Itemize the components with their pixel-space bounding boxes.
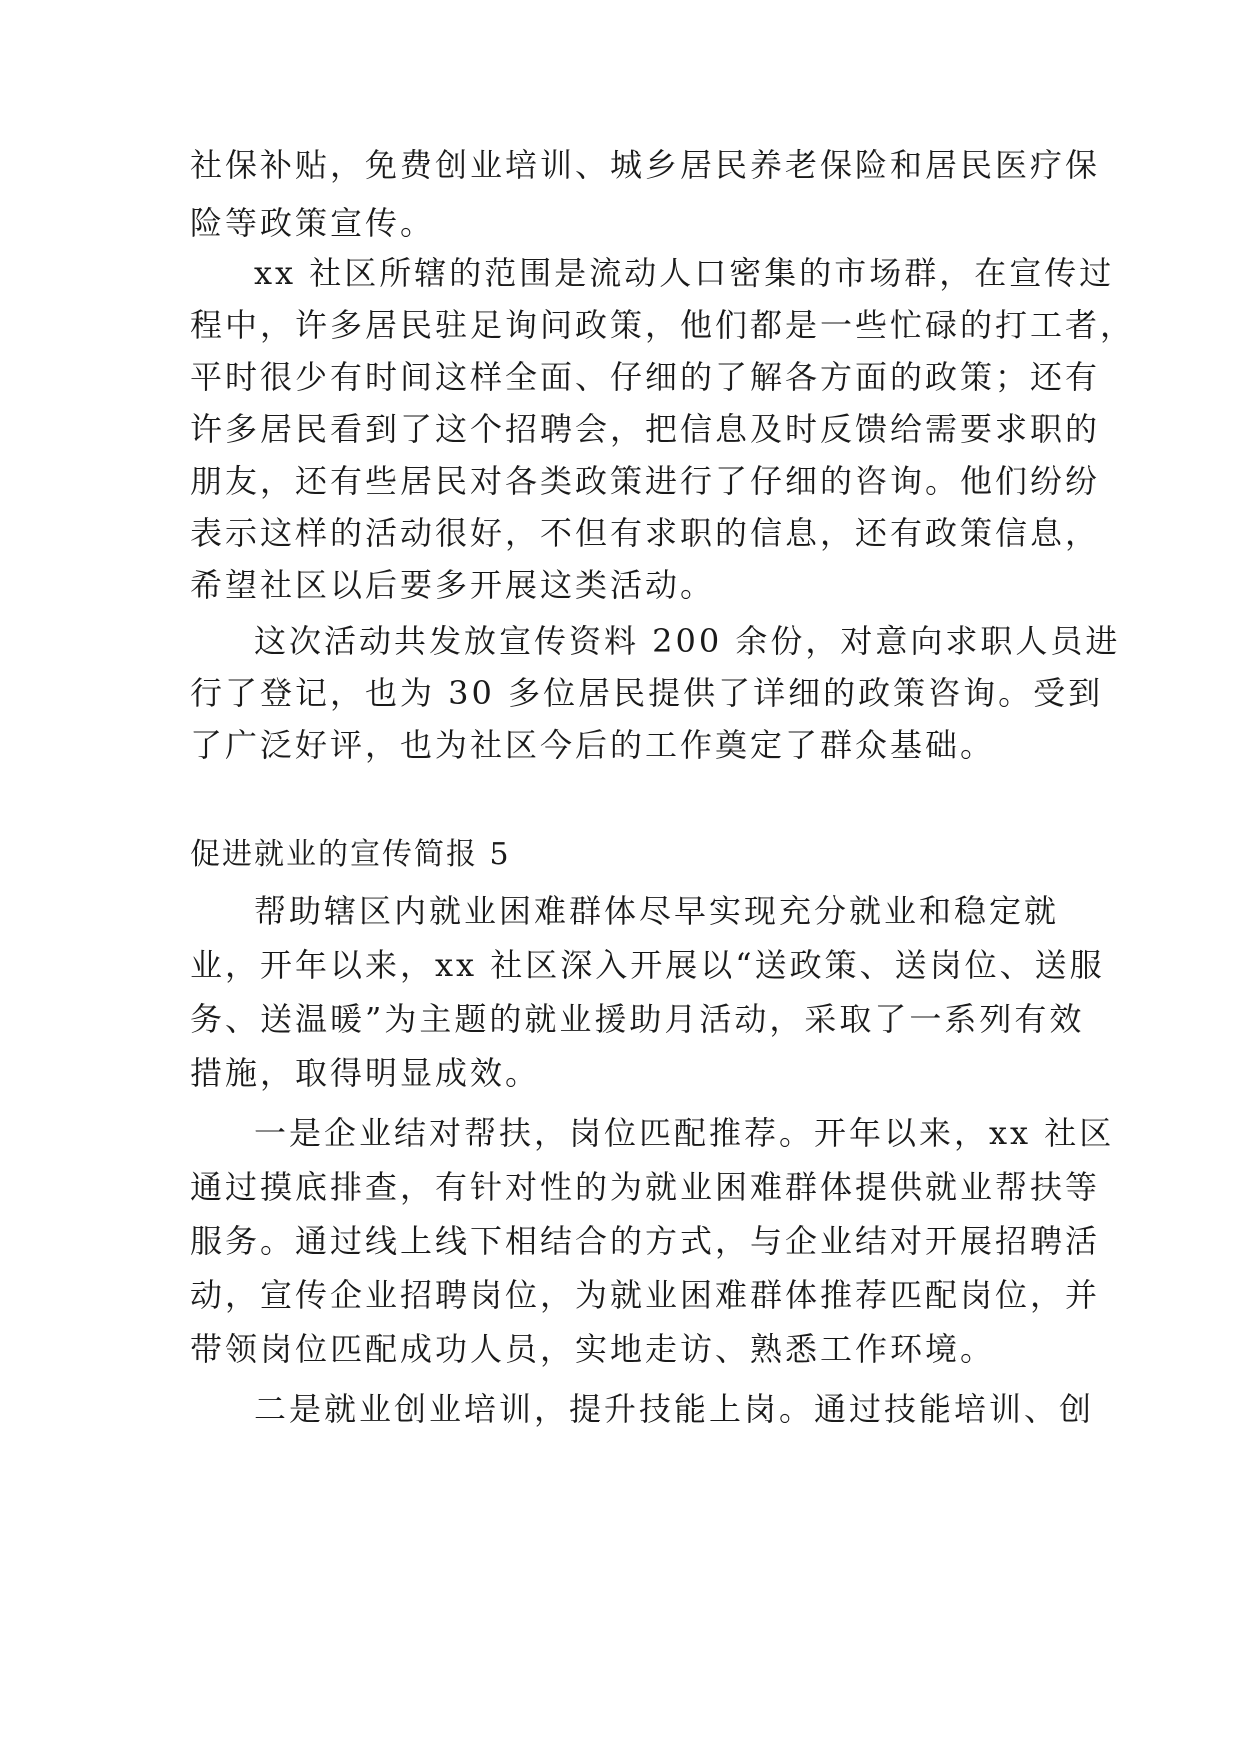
paragraph-3-line-3: 了广泛好评，也为社区今后的工作奠定了群众基础。 bbox=[190, 726, 996, 764]
paragraph-5-line-5: 带领岗位匹配成功人员，实地走访、熟悉工作环境。 bbox=[190, 1330, 996, 1368]
section-heading: 促进就业的宣传简报 5 bbox=[190, 837, 511, 872]
paragraph-4-line-1: 帮助辖区内就业困难群体尽早实现充分就业和稳定就 bbox=[254, 892, 1060, 930]
paragraph-1-line-2: 险等政策宣传。 bbox=[190, 204, 436, 242]
paragraph-4-line-3: 务、送温暖”为主题的就业援助月活动，采取了一系列有效 bbox=[190, 1000, 1085, 1038]
paragraph-5-line-4: 动，宣传企业招聘岗位，为就业困难群体推荐匹配岗位，并 bbox=[190, 1276, 1101, 1314]
paragraph-2-line-7: 希望社区以后要多开展这类活动。 bbox=[190, 566, 716, 604]
paragraph-4-line-2: 业，开年以来，xx 社区深入开展以“送政策、送岗位、送服 bbox=[190, 946, 1105, 984]
paragraph-6-line-1: 二是就业创业培训，提升技能上岗。通过技能培训、创 bbox=[254, 1390, 1095, 1428]
paragraph-4-line-4: 措施，取得明显成效。 bbox=[190, 1054, 541, 1092]
paragraph-5-line-2: 通过摸底排查，有针对性的为就业困难群体提供就业帮扶等 bbox=[190, 1168, 1101, 1206]
paragraph-5-line-1: 一是企业结对帮扶，岗位匹配推荐。开年以来，xx 社区 bbox=[254, 1114, 1115, 1152]
paragraph-2-line-1: xx 社区所辖的范围是流动人口密集的市场群，在宣传过 bbox=[254, 254, 1115, 292]
paragraph-3-line-1: 这次活动共发放宣传资料 200 余份，对意向求职人员进 bbox=[254, 622, 1121, 660]
paragraph-2-line-2: 程中，许多居民驻足询问政策，他们都是一些忙碌的打工者， bbox=[190, 306, 1136, 344]
paragraph-2-line-4: 许多居民看到了这个招聘会，把信息及时反馈给需要求职的 bbox=[190, 410, 1101, 448]
paragraph-1-line-1: 社保补贴，免费创业培训、城乡居民养老保险和居民医疗保 bbox=[190, 146, 1101, 184]
paragraph-5-line-3: 服务。通过线上线下相结合的方式，与企业结对开展招聘活 bbox=[190, 1222, 1101, 1260]
paragraph-2-line-6: 表示这样的活动很好，不但有求职的信息，还有政策信息， bbox=[190, 514, 1101, 552]
paragraph-3-line-2: 行了登记，也为 30 多位居民提供了详细的政策咨询。受到 bbox=[190, 674, 1104, 712]
paragraph-2-line-5: 朋友，还有些居民对各类政策进行了仔细的咨询。他们纷纷 bbox=[190, 462, 1101, 500]
paragraph-2-line-3: 平时很少有时间这样全面、仔细的了解各方面的政策；还有 bbox=[190, 358, 1101, 396]
